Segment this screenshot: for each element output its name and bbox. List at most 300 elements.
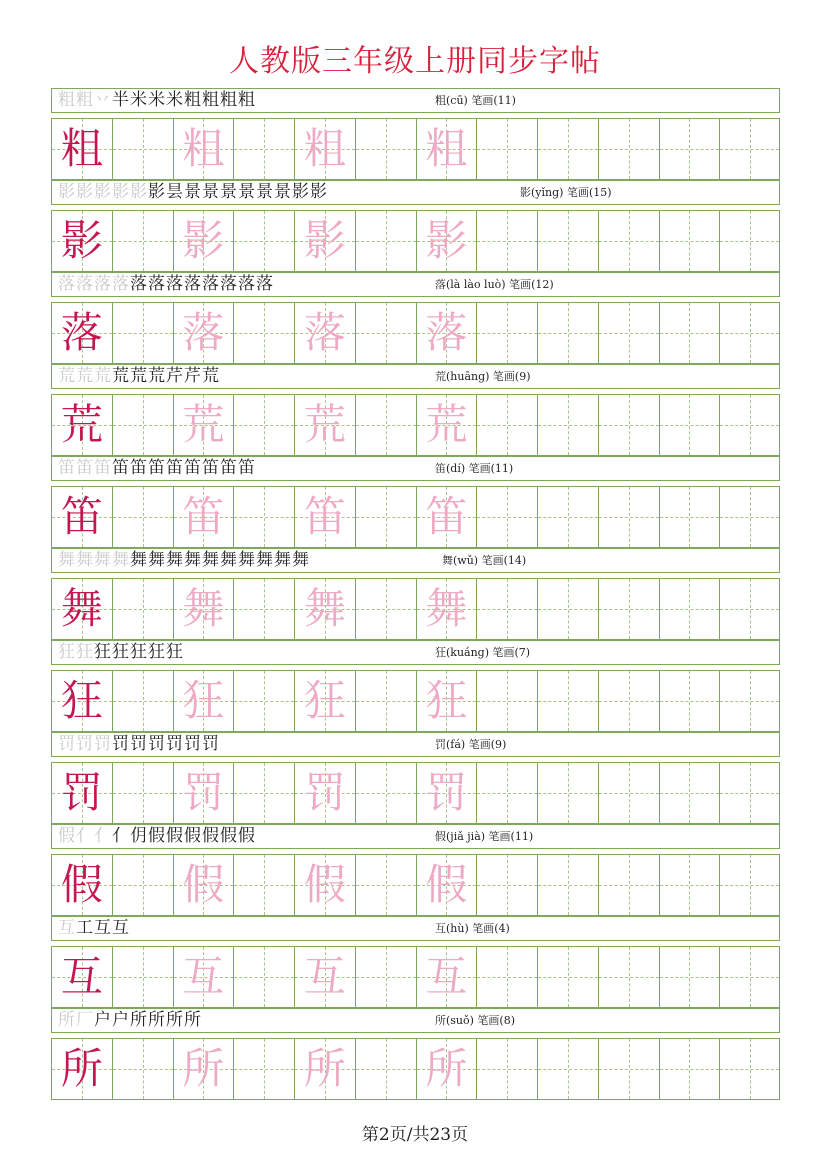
writing-grid (51, 854, 780, 916)
stroke-step: 米 (148, 90, 166, 110)
stroke-sequence (58, 365, 220, 388)
stroke-step: 罚 (76, 734, 94, 754)
practice-cell[interactable] (598, 118, 659, 180)
trace-char: 落 (182, 308, 225, 357)
practice-cell[interactable] (173, 210, 234, 272)
practice-cell[interactable] (355, 118, 416, 180)
stroke-step: 所 (184, 1010, 202, 1030)
trace-char: 假 (425, 860, 468, 909)
trace-char: 狂 (425, 676, 468, 725)
practice-cell[interactable] (112, 394, 173, 456)
practice-cell[interactable] (416, 302, 477, 364)
stroke-step: 影 (58, 182, 76, 202)
trace-char: 笛 (303, 492, 346, 541)
stroke-step: 户 (94, 1010, 112, 1030)
trace-char: 笛 (425, 492, 468, 541)
practice-cell[interactable] (51, 210, 112, 272)
practice-cell[interactable] (537, 210, 598, 272)
practice-cell[interactable] (294, 762, 355, 824)
stroke-step: 影 (292, 182, 310, 202)
stroke-step: 落 (238, 274, 256, 294)
practice-cell[interactable] (355, 1038, 416, 1100)
practice-cell[interactable] (355, 210, 416, 272)
char-block (51, 916, 780, 1008)
practice-cell[interactable] (416, 486, 477, 548)
practice-cell[interactable] (355, 670, 416, 732)
stroke-order-strip (51, 456, 780, 481)
stroke-step: 影 (310, 182, 328, 202)
practice-cell[interactable] (719, 854, 780, 916)
stroke-step: 舞 (76, 550, 94, 570)
practice-cell[interactable] (416, 394, 477, 456)
practice-cell[interactable] (537, 302, 598, 364)
writing-grid (51, 946, 780, 1008)
stroke-step: 笛 (112, 458, 130, 478)
practice-cell[interactable] (416, 946, 477, 1008)
trace-char: 影 (303, 216, 346, 265)
trace-char: 粗 (425, 124, 468, 173)
practice-cell[interactable] (659, 946, 720, 1008)
stroke-step: 景 (184, 182, 202, 202)
stroke-step: 假 (202, 826, 220, 846)
stroke-step: 笛 (94, 458, 112, 478)
stroke-step: 舞 (274, 550, 292, 570)
stroke-step: 落 (130, 274, 148, 294)
stroke-step: 落 (148, 274, 166, 294)
practice-cell[interactable] (537, 946, 598, 1008)
trace-char: 假 (303, 860, 346, 909)
trace-char: 影 (182, 216, 225, 265)
stroke-step: 粗 (184, 90, 202, 110)
stroke-step: 罚 (94, 734, 112, 754)
stroke-step: 景 (274, 182, 292, 202)
trace-char: 笛 (182, 492, 225, 541)
stroke-step: 荒 (94, 366, 112, 386)
stroke-step: 落 (112, 274, 130, 294)
practice-cell[interactable] (416, 1038, 477, 1100)
stroke-step: 舞 (94, 550, 112, 570)
practice-cell[interactable] (659, 762, 720, 824)
model-char: 狂 (60, 676, 103, 725)
practice-cell[interactable] (719, 578, 780, 640)
practice-cell[interactable] (51, 670, 112, 732)
stroke-step: 昙 (166, 182, 184, 202)
stroke-step: 舞 (112, 550, 130, 570)
model-char: 互 (60, 952, 103, 1001)
stroke-step: 荒 (202, 366, 220, 386)
stroke-order-strip (51, 272, 780, 297)
stroke-step: 落 (220, 274, 238, 294)
practice-cell[interactable] (112, 302, 173, 364)
practice-cell[interactable] (537, 486, 598, 548)
practice-cell[interactable] (537, 762, 598, 824)
practice-cell[interactable] (294, 394, 355, 456)
writing-grid (51, 1038, 780, 1100)
practice-cell[interactable] (659, 670, 720, 732)
practice-cell[interactable] (173, 118, 234, 180)
practice-cell[interactable] (51, 1038, 112, 1100)
trace-char: 落 (303, 308, 346, 357)
practice-cell[interactable] (719, 670, 780, 732)
model-char: 舞 (60, 584, 103, 633)
practice-cell[interactable] (598, 854, 659, 916)
practice-cell[interactable] (112, 118, 173, 180)
practice-cell[interactable] (719, 946, 780, 1008)
stroke-order-strip (51, 1008, 780, 1033)
stroke-sequence (58, 641, 184, 664)
stroke-step: 亻 (76, 826, 94, 846)
trace-char: 罚 (425, 768, 468, 817)
practice-cell[interactable] (112, 578, 173, 640)
model-char: 罚 (60, 768, 103, 817)
practice-cell[interactable] (719, 394, 780, 456)
char-info: 舞(wǔ) 笔画(14) (442, 554, 527, 567)
practice-cell[interactable] (173, 1038, 234, 1100)
practice-cell[interactable] (112, 1038, 173, 1100)
practice-cell[interactable] (173, 302, 234, 364)
practice-cell[interactable] (294, 210, 355, 272)
stroke-step: 景 (238, 182, 256, 202)
trace-char: 狂 (182, 676, 225, 725)
practice-cell[interactable] (233, 670, 294, 732)
stroke-step: 落 (202, 274, 220, 294)
char-info: 罚(fá) 笔画(9) (435, 738, 507, 751)
stroke-step: 罚 (202, 734, 220, 754)
practice-cell[interactable] (537, 394, 598, 456)
practice-cell[interactable] (719, 762, 780, 824)
stroke-step: 粗 (220, 90, 238, 110)
stroke-step: 米 (166, 90, 184, 110)
stroke-step: 笛 (220, 458, 238, 478)
practice-cell[interactable] (173, 946, 234, 1008)
char-block (51, 364, 780, 456)
stroke-step: 厂 (76, 1010, 94, 1030)
stroke-step: 落 (256, 274, 274, 294)
practice-cell[interactable] (51, 946, 112, 1008)
practice-cell[interactable] (659, 118, 720, 180)
practice-cell[interactable] (355, 762, 416, 824)
stroke-step: 舞 (130, 550, 148, 570)
practice-cell[interactable] (598, 394, 659, 456)
practice-cell[interactable] (233, 302, 294, 364)
stroke-step: 舞 (58, 550, 76, 570)
stroke-step: 笛 (184, 458, 202, 478)
char-block (51, 1008, 780, 1100)
practice-cell[interactable] (355, 854, 416, 916)
stroke-step: 米 (130, 90, 148, 110)
stroke-step: 舞 (220, 550, 238, 570)
practice-cell[interactable] (51, 302, 112, 364)
practice-cell[interactable] (659, 486, 720, 548)
stroke-step: 罚 (184, 734, 202, 754)
practice-cell[interactable] (719, 486, 780, 548)
trace-char: 粗 (182, 124, 225, 173)
practice-cell[interactable] (233, 210, 294, 272)
practice-cell[interactable] (598, 946, 659, 1008)
trace-char: 所 (303, 1044, 346, 1093)
char-info: 影(yǐng) 笔画(15) (520, 186, 612, 199)
practice-cell[interactable] (233, 1038, 294, 1100)
stroke-step: 舞 (184, 550, 202, 570)
stroke-step: 舞 (238, 550, 256, 570)
practice-cell[interactable] (233, 578, 294, 640)
stroke-sequence (58, 825, 256, 848)
practice-cell[interactable] (719, 118, 780, 180)
practice-cell[interactable] (537, 118, 598, 180)
practice-cell[interactable] (598, 210, 659, 272)
practice-cell[interactable] (659, 578, 720, 640)
practice-cell[interactable] (233, 762, 294, 824)
practice-cell[interactable] (476, 670, 537, 732)
stroke-step: 亻 (112, 826, 130, 846)
stroke-step: 荒 (130, 366, 148, 386)
model-char: 粗 (60, 124, 103, 173)
practice-cell[interactable] (51, 394, 112, 456)
page-indicator: 第2页/共23页 (361, 1125, 469, 1145)
practice-cell[interactable] (598, 1038, 659, 1100)
practice-cell[interactable] (355, 486, 416, 548)
stroke-step: 舞 (256, 550, 274, 570)
stroke-step: 所 (130, 1010, 148, 1030)
practice-cell[interactable] (294, 946, 355, 1008)
char-block (51, 548, 780, 640)
practice-cell[interactable] (476, 302, 537, 364)
practice-cell[interactable] (294, 1038, 355, 1100)
trace-char: 舞 (425, 584, 468, 633)
practice-cell[interactable] (112, 486, 173, 548)
practice-cell[interactable] (537, 854, 598, 916)
stroke-step: 狂 (76, 642, 94, 662)
trace-char: 互 (182, 952, 225, 1001)
practice-cell[interactable] (416, 762, 477, 824)
stroke-sequence (58, 1009, 202, 1032)
stroke-step: 罚 (130, 734, 148, 754)
practice-cell[interactable] (233, 118, 294, 180)
stroke-order-strip (51, 88, 780, 113)
stroke-step: 景 (220, 182, 238, 202)
stroke-step: 半 (112, 90, 130, 110)
stroke-step: 笛 (58, 458, 76, 478)
practice-cell[interactable] (355, 394, 416, 456)
trace-char: 舞 (182, 584, 225, 633)
practice-cell[interactable] (294, 578, 355, 640)
practice-cell[interactable] (416, 670, 477, 732)
practice-cell[interactable] (476, 394, 537, 456)
practice-cell[interactable] (355, 946, 416, 1008)
stroke-step: 笛 (238, 458, 256, 478)
trace-char: 舞 (303, 584, 346, 633)
stroke-step: 影 (130, 182, 148, 202)
stroke-step: 落 (166, 274, 184, 294)
stroke-step: 工 (76, 918, 94, 938)
stroke-step: 舞 (166, 550, 184, 570)
stroke-step: 狂 (58, 642, 76, 662)
writing-grid (51, 578, 780, 640)
practice-cell[interactable] (233, 854, 294, 916)
practice-cell[interactable] (416, 210, 477, 272)
practice-cell[interactable] (112, 946, 173, 1008)
practice-cell[interactable] (537, 1038, 598, 1100)
practice-cell[interactable] (294, 118, 355, 180)
practice-cell[interactable] (659, 394, 720, 456)
stroke-step: 假 (220, 826, 238, 846)
practice-cell[interactable] (112, 762, 173, 824)
stroke-step: 落 (184, 274, 202, 294)
practice-cell[interactable] (294, 486, 355, 548)
practice-cell[interactable] (355, 302, 416, 364)
practice-cell[interactable] (233, 486, 294, 548)
char-block (51, 456, 780, 548)
practice-cell[interactable] (51, 118, 112, 180)
char-info: 所(suǒ) 笔画(8) (435, 1014, 516, 1027)
stroke-order-strip (51, 180, 780, 205)
practice-cell[interactable] (476, 1038, 537, 1100)
stroke-step: 舞 (292, 550, 310, 570)
practice-cell[interactable] (598, 578, 659, 640)
stroke-step: 粗 (202, 90, 220, 110)
practice-cell[interactable] (173, 670, 234, 732)
practice-cell[interactable] (598, 762, 659, 824)
practice-cell[interactable] (719, 1038, 780, 1100)
stroke-step: 所 (148, 1010, 166, 1030)
stroke-step: 粗 (58, 90, 76, 110)
practice-cell[interactable] (598, 302, 659, 364)
char-block (51, 824, 780, 916)
stroke-step: 舞 (148, 550, 166, 570)
stroke-sequence (58, 457, 256, 480)
char-info: 笛(dí) 笔画(11) (435, 462, 514, 475)
practice-cell[interactable] (476, 762, 537, 824)
practice-cell[interactable] (294, 854, 355, 916)
page-title: 人教版三年级上册同步字帖 (229, 44, 601, 79)
stroke-order-strip (51, 824, 780, 849)
practice-cell[interactable] (112, 854, 173, 916)
writing-grid (51, 210, 780, 272)
practice-cell[interactable] (51, 486, 112, 548)
stroke-step: 影 (148, 182, 166, 202)
stroke-step: 假 (148, 826, 166, 846)
practice-sheet (51, 88, 780, 1100)
char-info: 假(jiǎ jià) 笔画(11) (435, 830, 534, 843)
stroke-step: 荒 (148, 366, 166, 386)
practice-cell[interactable] (598, 486, 659, 548)
stroke-step: 所 (166, 1010, 184, 1030)
trace-char: 荒 (182, 400, 225, 449)
stroke-step: 所 (58, 1010, 76, 1030)
practice-cell[interactable] (233, 394, 294, 456)
practice-cell[interactable] (173, 394, 234, 456)
stroke-step: 影 (94, 182, 112, 202)
stroke-step: 狂 (166, 642, 184, 662)
practice-cell[interactable] (416, 118, 477, 180)
practice-cell[interactable] (51, 762, 112, 824)
practice-cell[interactable] (173, 486, 234, 548)
practice-cell[interactable] (112, 670, 173, 732)
trace-char: 荒 (303, 400, 346, 449)
stroke-order-strip (51, 548, 780, 573)
practice-cell[interactable] (355, 578, 416, 640)
stroke-step: 笛 (130, 458, 148, 478)
practice-cell[interactable] (476, 578, 537, 640)
stroke-step: 芹 (166, 366, 184, 386)
practice-cell[interactable] (233, 946, 294, 1008)
trace-char: 所 (182, 1044, 225, 1093)
trace-char: 互 (425, 952, 468, 1001)
practice-cell[interactable] (173, 762, 234, 824)
practice-cell[interactable] (173, 854, 234, 916)
stroke-step: 荒 (112, 366, 130, 386)
practice-cell[interactable] (659, 302, 720, 364)
practice-cell[interactable] (476, 854, 537, 916)
stroke-order-strip (51, 916, 780, 941)
stroke-step: 假 (238, 826, 256, 846)
trace-char: 假 (182, 860, 225, 909)
stroke-step: 假 (166, 826, 184, 846)
practice-cell[interactable] (659, 1038, 720, 1100)
practice-cell[interactable] (659, 210, 720, 272)
char-info: 落(là lào luò) 笔画(12) (435, 278, 554, 291)
stroke-step: 荒 (76, 366, 94, 386)
stroke-step: 丷 (94, 90, 112, 110)
char-block (51, 180, 780, 272)
practice-cell[interactable] (537, 670, 598, 732)
practice-cell[interactable] (173, 578, 234, 640)
practice-cell[interactable] (659, 854, 720, 916)
stroke-step: 罚 (58, 734, 76, 754)
trace-char: 落 (425, 308, 468, 357)
stroke-step: 狂 (130, 642, 148, 662)
stroke-step: 落 (94, 274, 112, 294)
stroke-step: 笛 (166, 458, 184, 478)
practice-cell[interactable] (51, 578, 112, 640)
practice-cell[interactable] (476, 946, 537, 1008)
practice-cell[interactable] (416, 854, 477, 916)
stroke-step: 景 (256, 182, 274, 202)
writing-grid (51, 486, 780, 548)
practice-cell[interactable] (476, 210, 537, 272)
model-char: 荒 (60, 400, 103, 449)
stroke-step: 芹 (184, 366, 202, 386)
stroke-step: 落 (76, 274, 94, 294)
writing-grid (51, 302, 780, 364)
stroke-step: 影 (112, 182, 130, 202)
stroke-sequence (58, 181, 328, 204)
trace-char: 影 (425, 216, 468, 265)
stroke-step: 笛 (202, 458, 220, 478)
model-char: 笛 (60, 492, 103, 541)
stroke-sequence (58, 917, 130, 940)
practice-cell[interactable] (476, 118, 537, 180)
stroke-order-strip (51, 364, 780, 389)
stroke-step: 笛 (76, 458, 94, 478)
practice-cell[interactable] (719, 210, 780, 272)
practice-cell[interactable] (51, 854, 112, 916)
practice-cell[interactable] (476, 486, 537, 548)
practice-cell[interactable] (537, 578, 598, 640)
practice-cell[interactable] (416, 578, 477, 640)
practice-cell[interactable] (112, 210, 173, 272)
stroke-step: 假 (184, 826, 202, 846)
practice-cell[interactable] (598, 670, 659, 732)
practice-cell[interactable] (719, 302, 780, 364)
practice-cell[interactable] (294, 670, 355, 732)
stroke-step: 亻 (94, 826, 112, 846)
writing-grid (51, 762, 780, 824)
stroke-sequence (58, 733, 220, 756)
trace-char: 互 (303, 952, 346, 1001)
practice-cell[interactable] (294, 302, 355, 364)
stroke-step: 假 (58, 826, 76, 846)
